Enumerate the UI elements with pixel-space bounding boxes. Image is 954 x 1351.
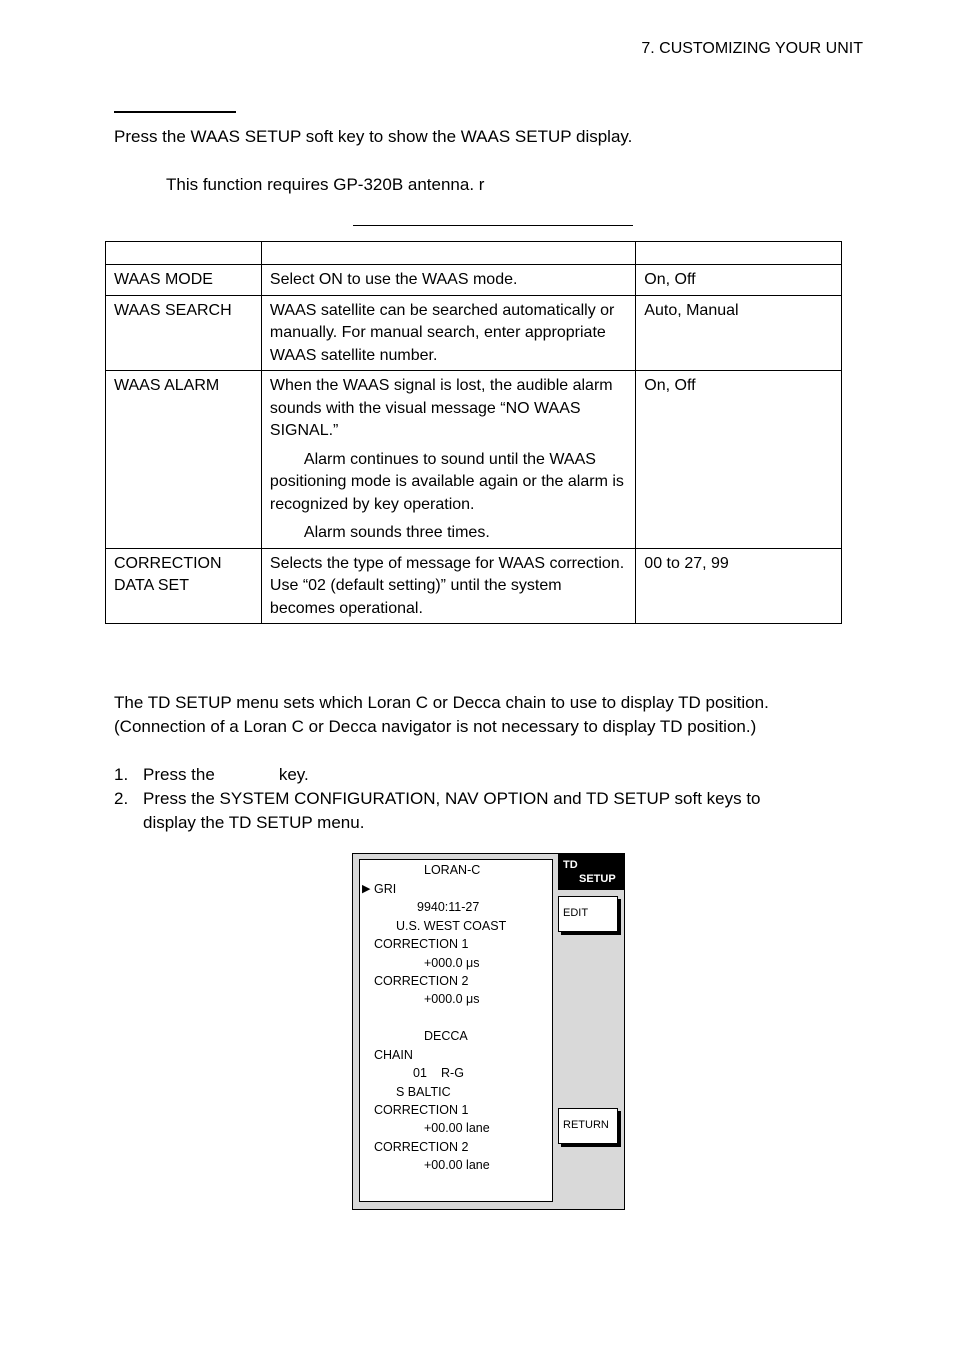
item-cell: WAAS ALARM [106, 371, 262, 549]
waas-setup-table [105, 241, 842, 624]
table-row [106, 295, 842, 371]
step-text: Press the SYSTEM CONFIGURATION, NAV OPTION and TD SETUP soft keys to [143, 789, 761, 808]
td-setup-menu [359, 859, 553, 1202]
description-cell [261, 548, 635, 624]
step-1 [114, 763, 761, 787]
item-line: CORRECTION [114, 554, 222, 572]
decca-correction-1-value: +00.00 lane [424, 1121, 490, 1135]
decca-correction-1-label[interactable]: CORRECTION 1 [374, 1103, 469, 1117]
description-note: Alarm continues to sound until the WAAS positioning mode is available again or the alarm is recognized by key operation. [269, 450, 624, 513]
loran-correction-1-value: +000.0 μs [424, 956, 480, 970]
table-row [106, 265, 842, 296]
td-intro-line: (Connection of a Loran C or Decca navigator is not necessary to display TD position.) [114, 717, 757, 736]
description-cell [261, 371, 635, 549]
loran-region: U.S. WEST COAST [396, 919, 507, 933]
chain-pair: R-G [441, 1066, 464, 1080]
step-text: key. [278, 765, 309, 784]
range-cell: On, Off [636, 265, 842, 296]
table-row [106, 548, 842, 624]
description-text: WAAS satellite can be searched automatically or manually. For manual search, enter appropriate WAAS satellite number. [269, 301, 615, 364]
procedure-steps [114, 763, 761, 835]
step-text: Press the [143, 765, 215, 784]
chapter-header: 7. CUSTOMIZING YOUR UNIT [641, 40, 863, 57]
description-cell [261, 265, 635, 296]
softkey-menu-title [558, 854, 624, 890]
item-cell: WAAS MODE [106, 265, 262, 296]
edit-softkey-label: EDIT [563, 907, 589, 919]
cursor-arrow-icon: ▶ [362, 883, 371, 895]
range-cell: On, Off [636, 371, 842, 549]
description-text: When the WAAS signal is lost, the audible alarm sounds with the visual message “NO WAAS SIGNAL.” [269, 377, 613, 439]
loran-correction-2-label[interactable]: CORRECTION 2 [374, 974, 469, 988]
header-cell-range [636, 242, 842, 265]
chain-label[interactable]: CHAIN [374, 1048, 413, 1062]
range-cell: 00 to 27, 99 [636, 548, 842, 624]
decca-title: DECCA [424, 1029, 468, 1043]
table-header-row [106, 242, 842, 265]
description-text: Select ON to use the WAAS mode. [269, 271, 518, 288]
item-line: DATA SET [114, 577, 189, 594]
loran-title: LORAN-C [424, 863, 481, 877]
td-setup-display [352, 853, 625, 1210]
chain-number: 01 [413, 1066, 427, 1080]
header-cell-description [261, 242, 635, 265]
table-row [106, 371, 842, 549]
step-number: 2. [114, 789, 129, 808]
header-cell-item [106, 242, 262, 265]
waas-intro: Press the WAAS SETUP soft key to show the WAAS SETUP display. [114, 127, 633, 146]
description-note: Alarm sounds three times. [303, 524, 490, 541]
chain-name: S BALTIC [396, 1085, 451, 1099]
step-number: 1. [114, 765, 129, 784]
waas-note: This function requires GP-320B antenna. r [166, 175, 485, 194]
item-cell: WAAS SEARCH [106, 295, 262, 371]
loran-correction-2-value: +000.0 μs [424, 992, 480, 1006]
step-2 [114, 787, 761, 835]
decca-correction-2-value: +00.00 lane [424, 1158, 490, 1172]
edit-softkey[interactable] [558, 896, 618, 932]
gri-value: 9940:11-27 [417, 900, 480, 914]
description-text: Selects the type of message for WAAS correction. Use “02 (default setting)” until the system becomes operational. [269, 554, 625, 617]
return-softkey[interactable] [558, 1108, 618, 1144]
gri-label[interactable]: GRI [374, 882, 397, 896]
item-cell [106, 548, 262, 624]
td-intro-line: The TD SETUP menu sets which Loran C or Decca chain to use to display TD position. [114, 693, 769, 712]
step-text: display the TD SETUP menu. [143, 813, 365, 832]
softkey-title-line: SETUP [579, 873, 616, 885]
range-cell: Auto, Manual [636, 295, 842, 371]
softkey-title-line: TD [563, 859, 578, 871]
loran-correction-1-label[interactable]: CORRECTION 1 [374, 937, 469, 951]
table-caption-rule [353, 225, 633, 226]
return-softkey-label: RETURN [563, 1119, 609, 1131]
description-cell [261, 295, 635, 371]
section-heading-rule [114, 111, 236, 113]
decca-correction-2-label[interactable]: CORRECTION 2 [374, 1140, 469, 1154]
